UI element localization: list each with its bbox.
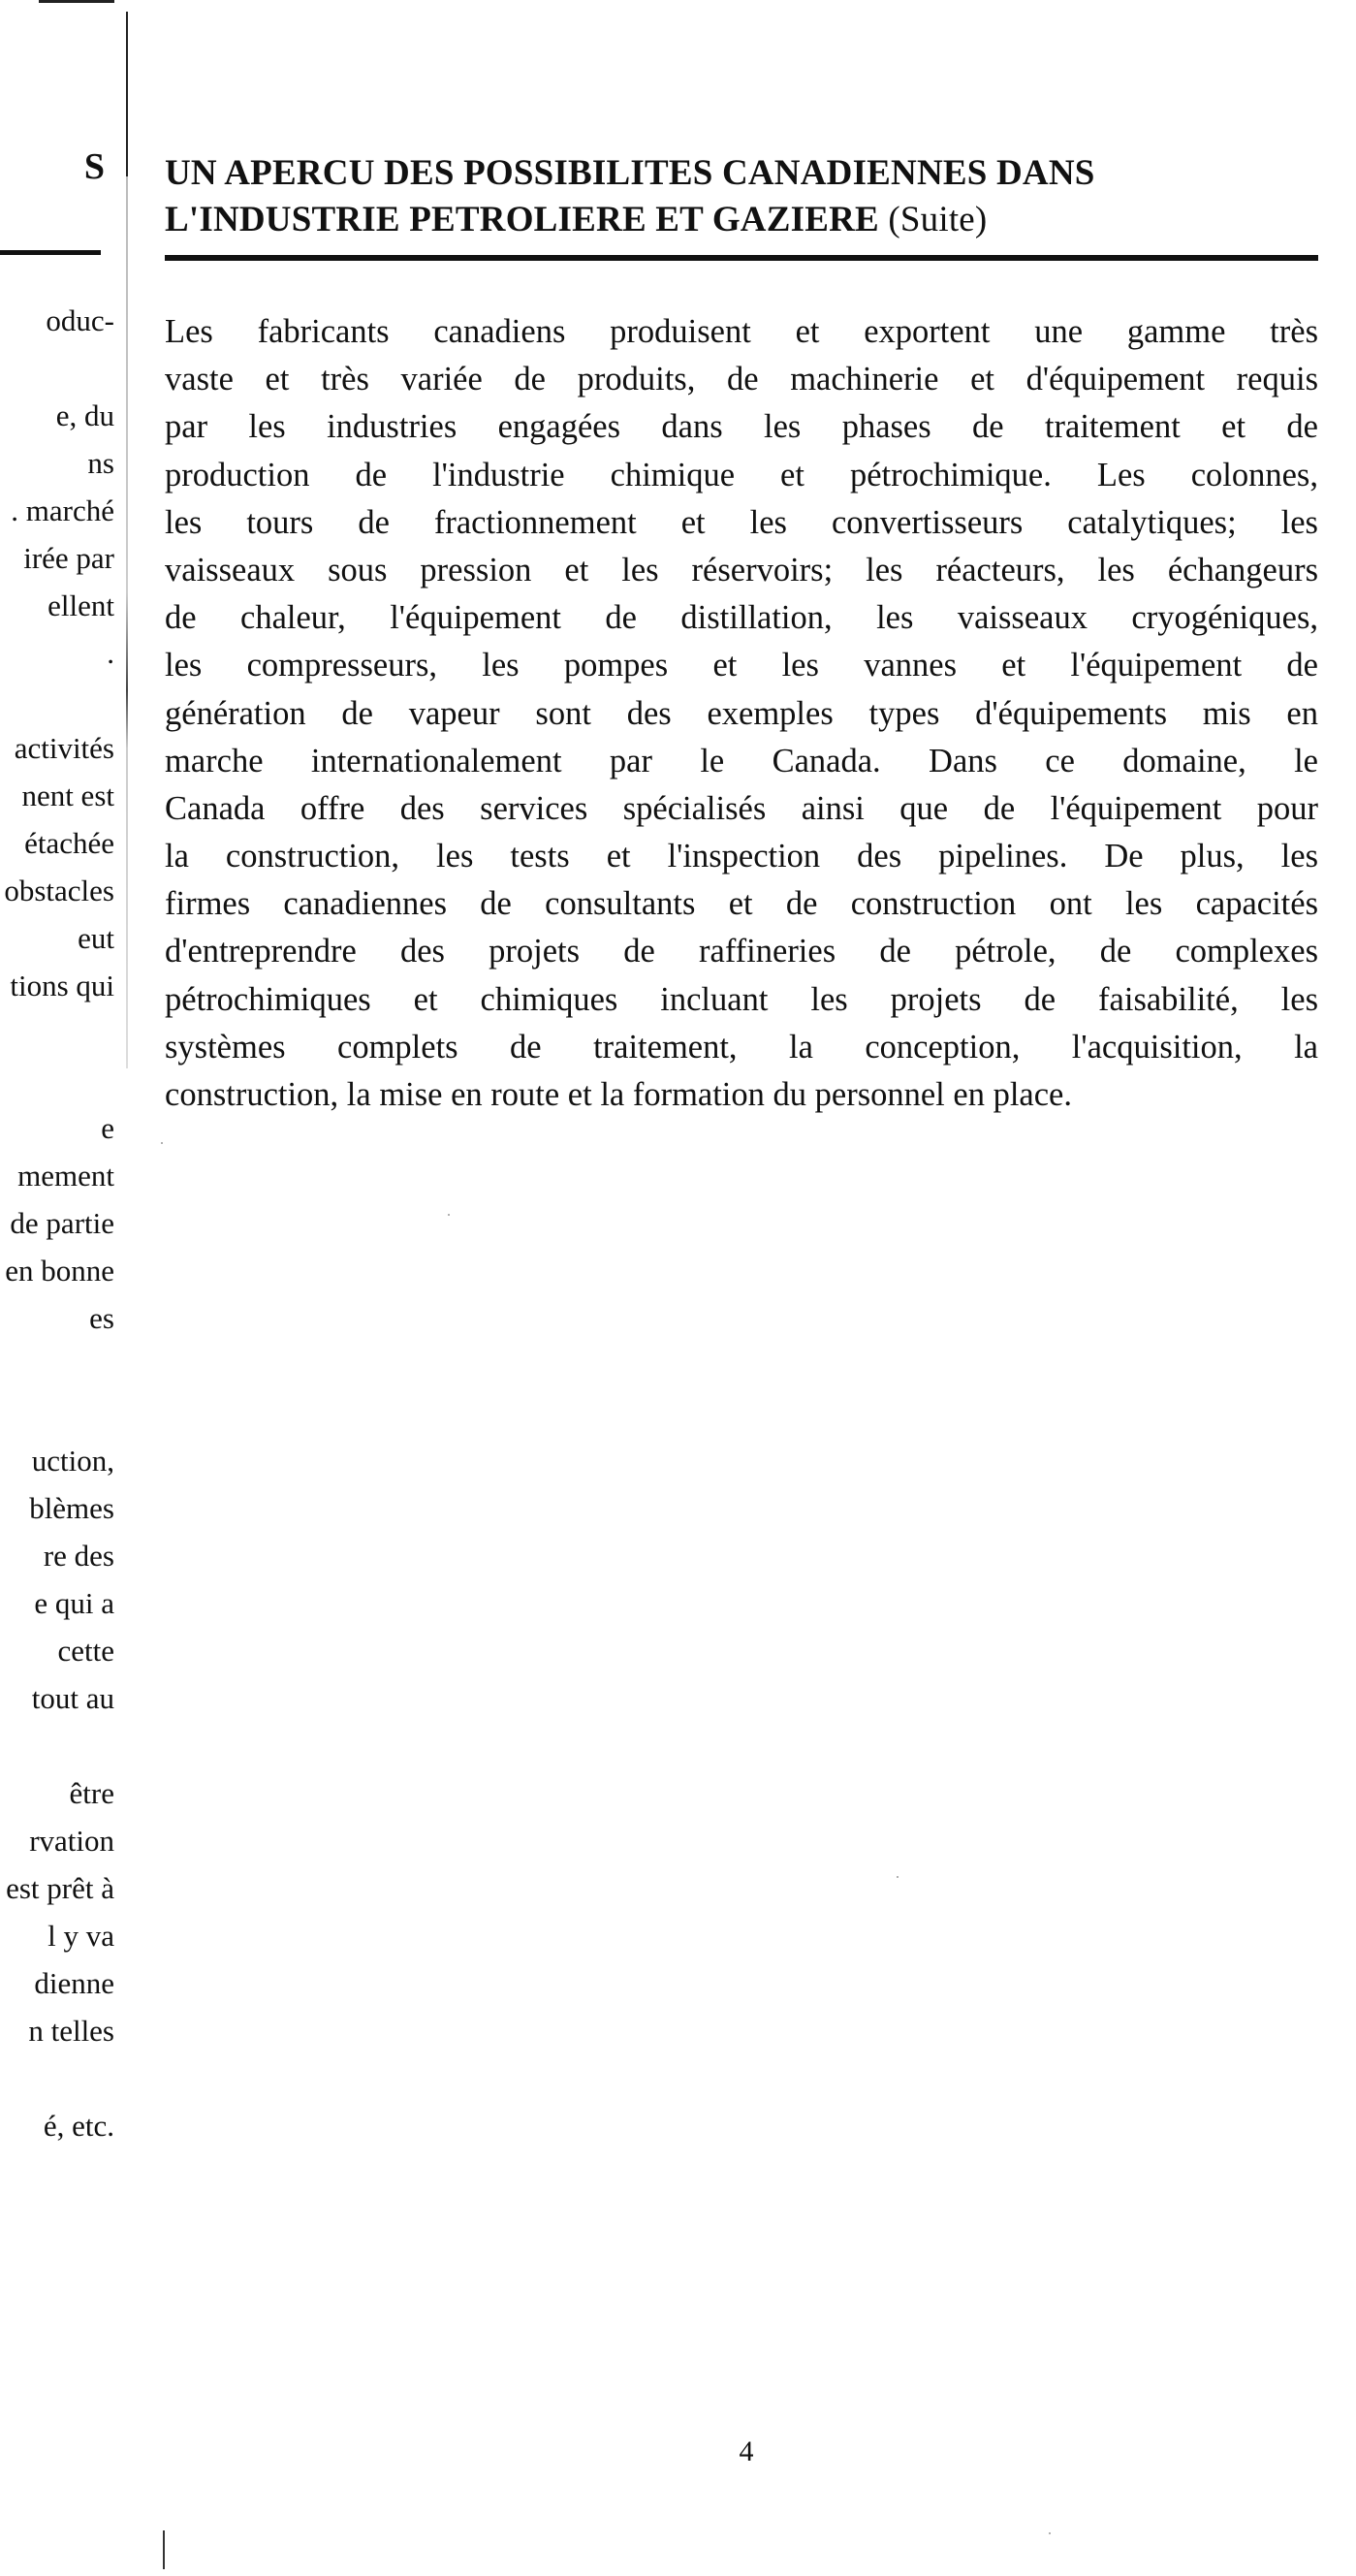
left-text-line: ns: [87, 446, 114, 480]
left-text-line: dienne: [34, 1966, 114, 2000]
paragraph-line: les compresseurs, les pompes et les vannes et l'équipement de: [165, 647, 1318, 684]
left-text-line: [0, 677, 114, 724]
left-text-line: [0, 344, 114, 392]
paragraph-line: de chaleur, l'équipement de distillation, les vaisseaux cryogéniques,: [165, 599, 1318, 637]
paragraph-line: les tours de fractionnement et les convertisseurs catalytiques; les: [165, 503, 1318, 541]
left-text-line: étachée: [24, 826, 114, 860]
left-text-line: .: [107, 636, 114, 670]
paragraph-line: Les fabricants canadiens produisent et exportent une gamme très: [165, 313, 1318, 350]
paragraph-line: vaste et très variée de produits, de machinerie et d'équipement requis: [165, 361, 1318, 398]
left-text-line: est prêt à: [6, 1871, 114, 1905]
left-text-line: activités: [14, 731, 114, 765]
left-text-line: tions qui: [10, 969, 114, 1002]
paragraph-line: pétrochimiques et chimiques incluant les projets de faisabilité, les: [165, 980, 1318, 1018]
left-text-line: irée par: [23, 541, 114, 575]
left-text-line: e, du: [55, 398, 114, 432]
left-text-line: [0, 1342, 114, 1389]
left-text-line: tout au: [31, 1681, 114, 1715]
left-text-line: nent est: [21, 779, 114, 812]
page-number: 4: [739, 2435, 754, 2467]
left-text-line: re des: [43, 1539, 114, 1573]
left-heading-fragment: S: [83, 146, 105, 187]
paragraph-line: la construction, les tests et l'inspection des pipelines. De plus, les: [165, 838, 1318, 875]
title-rule: [165, 255, 1318, 261]
left-text-line: ellent: [47, 588, 114, 622]
paragraph-line: construction, la mise en route et la formation du personnel en place.: [165, 1076, 1072, 1113]
left-text-line: [0, 2054, 114, 2102]
scan-speck: [448, 1214, 450, 1216]
left-text-line: cette: [57, 1634, 114, 1668]
left-text-line: blèmes: [29, 1491, 114, 1525]
main-column: [165, 150, 1318, 243]
section-title: [165, 150, 1318, 243]
scan-speck: [897, 1876, 899, 1878]
column-divider: [126, 12, 128, 1068]
paragraph-line: production de l'industrie chimique et pétrochimique. Les colonnes,: [165, 456, 1318, 493]
left-text-line: oduc-: [46, 303, 114, 337]
left-text-line: é, etc.: [43, 2109, 114, 2143]
left-text-line: obstacles: [4, 874, 114, 907]
left-text-line: [0, 1722, 114, 1769]
paragraph-line: génération de vapeur sont des exemples types d'équipements mis en: [165, 694, 1318, 732]
left-top-rule: [39, 0, 114, 3]
left-text-line: n telles: [28, 2014, 114, 2048]
left-text-line: de partie: [10, 1206, 114, 1240]
paragraph-line: d'entreprendre des projets de raffineries de pétrole, de complexes: [165, 933, 1318, 970]
left-text-line: en bonne: [5, 1254, 114, 1288]
scan-speck: [1049, 2532, 1051, 2534]
left-text-line: mement: [17, 1159, 114, 1193]
left-text-lines: [0, 297, 114, 2149]
left-text-line: [0, 1057, 114, 1104]
left-text-line: [0, 1389, 114, 1437]
left-text-line: uction,: [31, 1444, 114, 1478]
section-title-line1: UN APERCU DES POSSIBILITES CANADIENNES DANS: [165, 153, 1095, 193]
section-title-line2: L'INDUSTRIE PETROLIERE ET GAZIERE: [165, 200, 879, 239]
left-text-line: eut: [78, 921, 114, 955]
left-text-line: être: [69, 1776, 114, 1810]
left-text-line: [0, 1009, 114, 1057]
left-text-line: . marché: [11, 493, 114, 527]
left-heading-rule: [0, 250, 101, 255]
column-divider-bottom: [163, 2530, 165, 2569]
left-column-fragment: [0, 0, 114, 2576]
paragraph-line: systèmes complets de traitement, la conception, l'acquisition, la: [165, 1028, 1318, 1065]
section-title-suffix: (Suite): [888, 200, 988, 239]
body-paragraph: [165, 308, 1318, 1119]
left-text-line: e qui a: [34, 1586, 114, 1620]
paragraph-line: Canada offre des services spécialisés ainsi que de l'équipement pour: [165, 789, 1318, 827]
paragraph-line: vaisseaux sous pression et les réservoirs; les réacteurs, les échangeurs: [165, 551, 1318, 588]
paragraph-line: marche internationalement par le Canada. Dans ce domaine, le: [165, 742, 1318, 779]
left-text-line: es: [89, 1301, 114, 1335]
scan-speck: [161, 1142, 163, 1144]
left-text-line: rvation: [29, 1824, 114, 1858]
left-text-line: e: [101, 1111, 114, 1145]
paragraph-line: firmes canadiennes de consultants et de construction ont les capacités: [165, 885, 1318, 923]
left-text-line: l y va: [47, 1919, 114, 1953]
paragraph-line: par les industries engagées dans les phases de traitement et de: [165, 408, 1318, 446]
